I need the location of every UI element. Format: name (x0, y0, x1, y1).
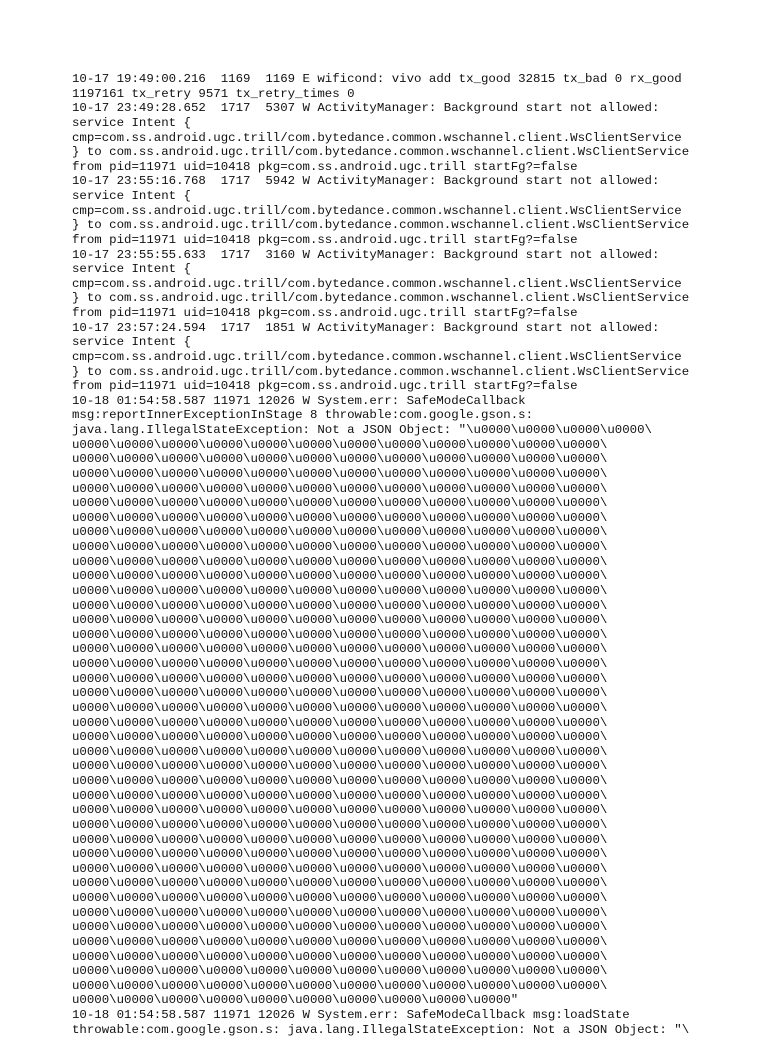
log-line: } to com.ss.android.ugc.trill/com.bytedance.common.wschannel.client.WsClientService (72, 364, 690, 379)
log-line: u0000\u0000\u0000\u0000\u0000\u0000\u0000\u0000\u0000\u0000\u0000\u0000\ (72, 598, 608, 613)
log-line: u0000\u0000\u0000\u0000\u0000\u0000\u0000\u0000\u0000\u0000\u0000\u0000\ (72, 730, 608, 745)
log-line: u0000\u0000\u0000\u0000\u0000\u0000\u0000\u0000\u0000\u0000\u0000\u0000\ (72, 847, 608, 862)
log-line: from pid=11971 uid=10418 pkg=com.ss.android.ugc.trill startFg?=false (72, 306, 578, 320)
log-line: u0000\u0000\u0000\u0000\u0000\u0000\u0000\u0000\u0000\u0000\u0000\u0000\ (72, 744, 608, 759)
log-text-block (72, 72, 712, 1037)
log-line: u0000\u0000\u0000\u0000\u0000\u0000\u0000\u0000\u0000\u0000\u0000\u0000\ (72, 613, 608, 628)
log-line: 10-17 23:57:24.594 1717 1851 W ActivityManager: Background start not allowed: (72, 320, 660, 335)
log-line: msg:reportInnerExceptionInStage 8 throwable:com.google.gson.s: (72, 408, 534, 423)
log-line: u0000\u0000\u0000\u0000\u0000\u0000\u0000\u0000\u0000\u0000\u0000\u0000\ (72, 627, 608, 642)
log-line: u0000\u0000\u0000\u0000\u0000\u0000\u0000\u0000\u0000\u0000\u0000\u0000\ (72, 496, 608, 511)
log-line: 10-17 23:55:55.633 1717 3160 W ActivityManager: Background start not allowed: (72, 247, 660, 262)
log-line: cmp=com.ss.android.ugc.trill/com.bytedance.common.wschannel.client.WsClientService (72, 203, 682, 218)
log-line: 10-17 23:55:16.768 1717 5942 W ActivityManager: Background start not allowed: (72, 174, 660, 189)
log-line: java.lang.IllegalStateException: Not a JSON Object: "\u0000\u0000\u0000\u0000\ (72, 423, 652, 437)
log-line: u0000\u0000\u0000\u0000\u0000\u0000\u0000\u0000\u0000\u0000\u0000\u0000\ (72, 978, 608, 993)
log-line: from pid=11971 uid=10418 pkg=com.ss.android.ugc.trill startFg?=false (72, 159, 578, 174)
log-line: u0000\u0000\u0000\u0000\u0000\u0000\u0000\u0000\u0000\u0000\u0000\u0000\ (72, 510, 608, 525)
log-line: 1197161 tx_retry 9571 tx_retry_times 0 (72, 86, 355, 101)
log-line: from pid=11971 uid=10418 pkg=com.ss.android.ugc.trill startFg?=false (72, 232, 578, 247)
log-line: u0000\u0000\u0000\u0000\u0000\u0000\u0000\u0000\u0000\u0000\u0000\u0000\ (72, 452, 608, 467)
log-line: u0000\u0000\u0000\u0000\u0000\u0000\u0000\u0000\u0000\u0000" (72, 993, 519, 1008)
log-line: u0000\u0000\u0000\u0000\u0000\u0000\u0000\u0000\u0000\u0000\u0000\u0000\ (72, 715, 608, 730)
log-line: u0000\u0000\u0000\u0000\u0000\u0000\u0000\u0000\u0000\u0000\u0000\u0000\ (72, 934, 608, 949)
log-line: cmp=com.ss.android.ugc.trill/com.bytedance.common.wschannel.client.WsClientService (72, 276, 682, 291)
log-line: } to com.ss.android.ugc.trill/com.bytedance.common.wschannel.client.WsClientService (72, 145, 690, 160)
log-line: u0000\u0000\u0000\u0000\u0000\u0000\u0000\u0000\u0000\u0000\u0000\u0000\ (72, 540, 608, 554)
log-line: service Intent { (72, 189, 191, 203)
log-line: u0000\u0000\u0000\u0000\u0000\u0000\u0000\u0000\u0000\u0000\u0000\u0000\ (72, 642, 608, 657)
log-line: u0000\u0000\u0000\u0000\u0000\u0000\u0000\u0000\u0000\u0000\u0000\u0000\ (72, 583, 608, 598)
log-line: service Intent { (72, 115, 191, 130)
log-line: } to com.ss.android.ugc.trill/com.bytedance.common.wschannel.client.WsClientService (72, 291, 690, 306)
log-line: 10-18 01:54:58.587 11971 12026 W System.err: SafeModeCallback msg:loadState (72, 1008, 630, 1022)
log-line: 10-18 01:54:58.587 11971 12026 W System.err: SafeModeCallback (72, 393, 526, 408)
log-line: u0000\u0000\u0000\u0000\u0000\u0000\u0000\u0000\u0000\u0000\u0000\u0000\ (72, 920, 608, 935)
log-line: 10-17 23:49:28.652 1717 5307 W ActivityManager: Background start not allowed: (72, 101, 660, 116)
log-line: u0000\u0000\u0000\u0000\u0000\u0000\u0000\u0000\u0000\u0000\u0000\u0000\ (72, 905, 608, 920)
log-line: service Intent { (72, 262, 191, 277)
log-line: u0000\u0000\u0000\u0000\u0000\u0000\u0000\u0000\u0000\u0000\u0000\u0000\ (72, 949, 608, 964)
log-line: u0000\u0000\u0000\u0000\u0000\u0000\u0000\u0000\u0000\u0000\u0000\u0000\ (72, 788, 608, 803)
log-line: from pid=11971 uid=10418 pkg=com.ss.android.ugc.trill startFg?=false (72, 379, 578, 394)
log-line: u0000\u0000\u0000\u0000\u0000\u0000\u0000\u0000\u0000\u0000\u0000\u0000\ (72, 481, 608, 496)
log-line: u0000\u0000\u0000\u0000\u0000\u0000\u0000\u0000\u0000\u0000\u0000\u0000\ (72, 466, 608, 481)
log-line: u0000\u0000\u0000\u0000\u0000\u0000\u0000\u0000\u0000\u0000\u0000\u0000\ (72, 774, 608, 788)
log-line: u0000\u0000\u0000\u0000\u0000\u0000\u0000\u0000\u0000\u0000\u0000\u0000\ (72, 876, 608, 891)
log-line: u0000\u0000\u0000\u0000\u0000\u0000\u0000\u0000\u0000\u0000\u0000\u0000\ (72, 657, 608, 671)
log-line: u0000\u0000\u0000\u0000\u0000\u0000\u0000\u0000\u0000\u0000\u0000\u0000\ (72, 759, 608, 774)
log-line: u0000\u0000\u0000\u0000\u0000\u0000\u0000\u0000\u0000\u0000\u0000\u0000\ (72, 832, 608, 847)
log-line: 10-17 19:49:00.216 1169 1169 E wificond: vivo add tx_good 32815 tx_bad 0 rx_good (72, 72, 682, 86)
log-line: u0000\u0000\u0000\u0000\u0000\u0000\u0000\u0000\u0000\u0000\u0000\u0000\ (72, 569, 608, 584)
log-line: u0000\u0000\u0000\u0000\u0000\u0000\u0000\u0000\u0000\u0000\u0000\u0000\ (72, 554, 608, 569)
log-line: u0000\u0000\u0000\u0000\u0000\u0000\u0000\u0000\u0000\u0000\u0000\u0000\ (72, 525, 608, 540)
log-line: cmp=com.ss.android.ugc.trill/com.bytedance.common.wschannel.client.WsClientService (72, 349, 682, 364)
log-line: u0000\u0000\u0000\u0000\u0000\u0000\u0000\u0000\u0000\u0000\u0000\u0000\ (72, 437, 608, 452)
log-line: u0000\u0000\u0000\u0000\u0000\u0000\u0000\u0000\u0000\u0000\u0000\u0000\ (72, 861, 608, 876)
log-line: u0000\u0000\u0000\u0000\u0000\u0000\u0000\u0000\u0000\u0000\u0000\u0000\ (72, 891, 608, 905)
log-line: throwable:com.google.gson.s: java.lang.IllegalStateException: Not a JSON Object: "\ (72, 1022, 690, 1037)
log-line: cmp=com.ss.android.ugc.trill/com.bytedance.common.wschannel.client.WsClientService (72, 130, 682, 145)
log-line: u0000\u0000\u0000\u0000\u0000\u0000\u0000\u0000\u0000\u0000\u0000\u0000\ (72, 803, 608, 818)
log-line: u0000\u0000\u0000\u0000\u0000\u0000\u0000\u0000\u0000\u0000\u0000\u0000\ (72, 817, 608, 832)
log-line: service Intent { (72, 335, 191, 350)
log-line: u0000\u0000\u0000\u0000\u0000\u0000\u0000\u0000\u0000\u0000\u0000\u0000\ (72, 686, 608, 701)
log-line: u0000\u0000\u0000\u0000\u0000\u0000\u0000\u0000\u0000\u0000\u0000\u0000\ (72, 671, 608, 686)
log-line: u0000\u0000\u0000\u0000\u0000\u0000\u0000\u0000\u0000\u0000\u0000\u0000\ (72, 964, 608, 979)
log-line: u0000\u0000\u0000\u0000\u0000\u0000\u0000\u0000\u0000\u0000\u0000\u0000\ (72, 700, 608, 715)
log-line: } to com.ss.android.ugc.trill/com.bytedance.common.wschannel.client.WsClientService (72, 218, 690, 233)
